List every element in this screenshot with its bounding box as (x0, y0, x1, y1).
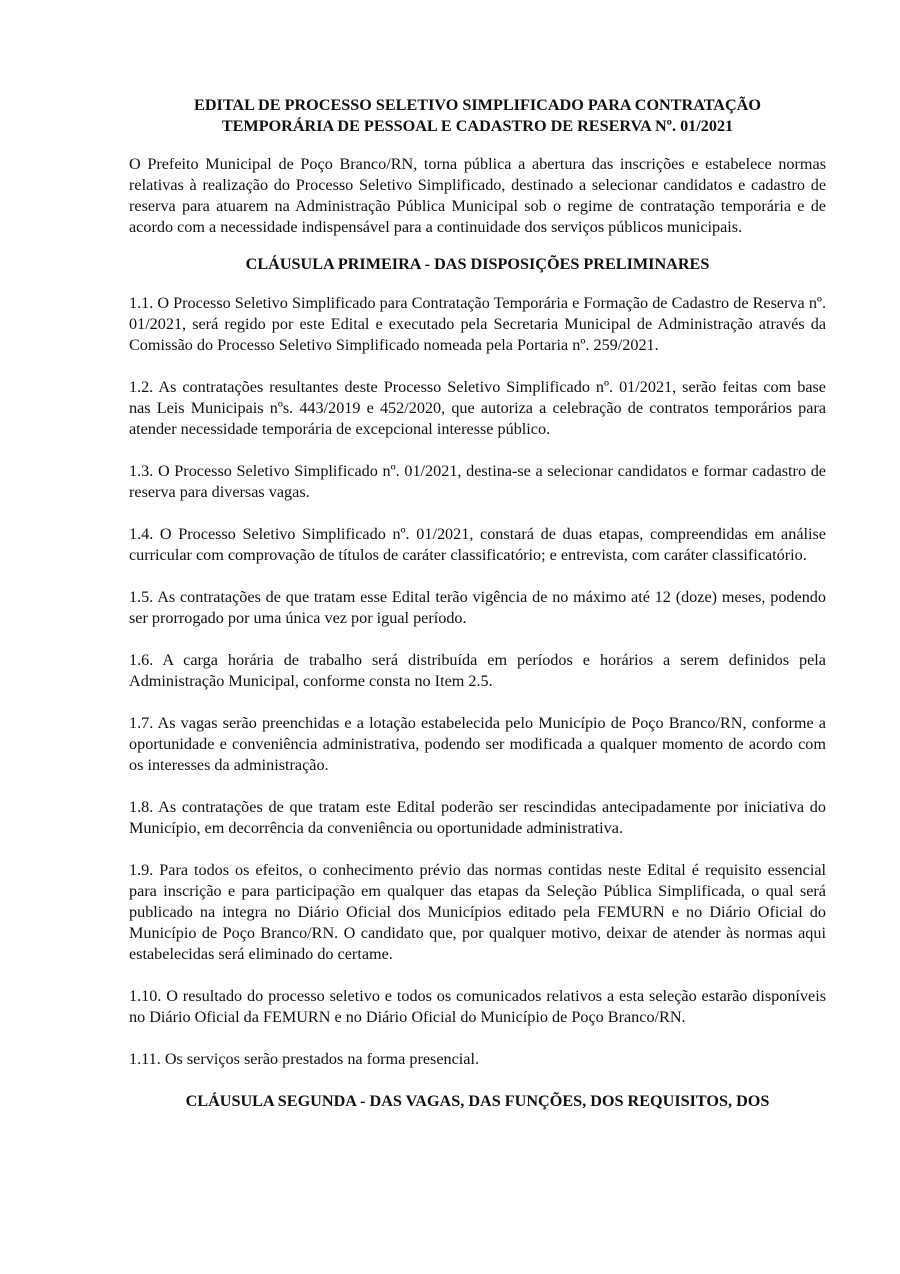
clause-item-1-4: 1.4. O Processo Seletivo Simplificado nº. 01/2021, constará de duas etapas, compreendidas em análise curricular com comprovação de títulos de caráter classificatório; e entrevista, com caráter classificatório. (129, 525, 826, 564)
clause-item-1-1: 1.1. O Processo Seletivo Simplificado para Contratação Temporária e Formação de Cadastro de Reserva nº. 01/2021, será regido por este Edital e executado pela Secretaria Municipal de Administração através da Comissão do Processo Seletivo Simplificado nomeada pela Portaria nº. 259/2021. (129, 294, 826, 354)
clause-item-1-2: 1.2. As contratações resultantes deste Processo Seletivo Simplificado nº. 01/2021, serão feitas com base nas Leis Municipais nºs. 443/2019 e 452/2020, que autoriza a celebração de contratos temporários para atender necessidade temporária de excepcional interesse público. (129, 378, 826, 438)
clause-item-1-11: 1.11. Os serviços serão prestados na forma presencial. (129, 1050, 480, 1068)
clause-2-heading: CLÁUSULA SEGUNDA - DAS VAGAS, DAS FUNÇÕES, DOS REQUISITOS, DOS (185, 1092, 770, 1110)
clause-item-1-5: 1.5. As contratações de que tratam esse Edital terão vigência de no máximo até 12 (doze) meses, podendo ser prorrogado por uma única vez por igual período. (129, 588, 826, 627)
clause-item-1-8: 1.8. As contratações de que tratam este Edital poderão ser rescindidas antecipadamente por iniciativa do Município, em decorrência da conveniência ou oportunidade administrativa. (129, 798, 826, 837)
clause-1-heading: CLÁUSULA PRIMEIRA - DAS DISPOSIÇÕES PRELIMINARES (245, 255, 710, 273)
clause-item-1-3: 1.3. O Processo Seletivo Simplificado nº. 01/2021, destina-se a selecionar candidatos e formar cadastro de reserva para diversas vagas. (129, 462, 826, 501)
intro-paragraph: O Prefeito Municipal de Poço Branco/RN, torna pública a abertura das inscrições e estabelece normas relativas à realização do Processo Seletivo Simplificado, destinado a selecionar candidatos e cadastro de reserva para atuarem na Administração Pública Municipal sob o regime de contratação temporária e de acordo com a necessidade indispensável para a continuidade dos serviços públicos municipais. (129, 155, 826, 236)
clause-item-1-9: 1.9. Para todos os efeitos, o conhecimento prévio das normas contidas neste Edital é requisito essencial para inscrição e para participação em qualquer das etapas da Seleção Pública Simplificada, o qual será publicado na integra no Diário Oficial dos Municípios editado pela FEMURN e no Diário Oficial do Município de Poço Branco/RN. O candidato que, por qualquer motivo, deixar de atender às normas aqui estabelecidas será eliminado do certame. (129, 861, 826, 963)
clause-item-1-10: 1.10. O resultado do processo seletivo e todos os comunicados relativos a esta seleção estarão disponíveis no Diário Oficial da FEMURN e no Diário Oficial do Município de Poço Branco/RN. (129, 987, 826, 1026)
document-title (129, 95, 826, 137)
document-title-line-1: EDITAL DE PROCESSO SELETIVO SIMPLIFICADO PARA CONTRATAÇÃO (194, 96, 761, 114)
document-title-line-2: TEMPORÁRIA DE PESSOAL E CADASTRO DE RESERVA Nº. 01/2021 (221, 117, 734, 135)
clause-item-1-7: 1.7. As vagas serão preenchidas e a lotação estabelecida pelo Município de Poço Branco/RN, conforme a oportunidade e conveniência administrativa, podendo ser modificada a qualquer momento de acordo com os interesses da administração. (129, 714, 826, 774)
document-body (129, 95, 826, 1130)
clause-item-1-6: 1.6. A carga horária de trabalho será distribuída em períodos e horários a serem definidos pela Administração Municipal, conforme consta no Item 2.5. (129, 651, 826, 690)
